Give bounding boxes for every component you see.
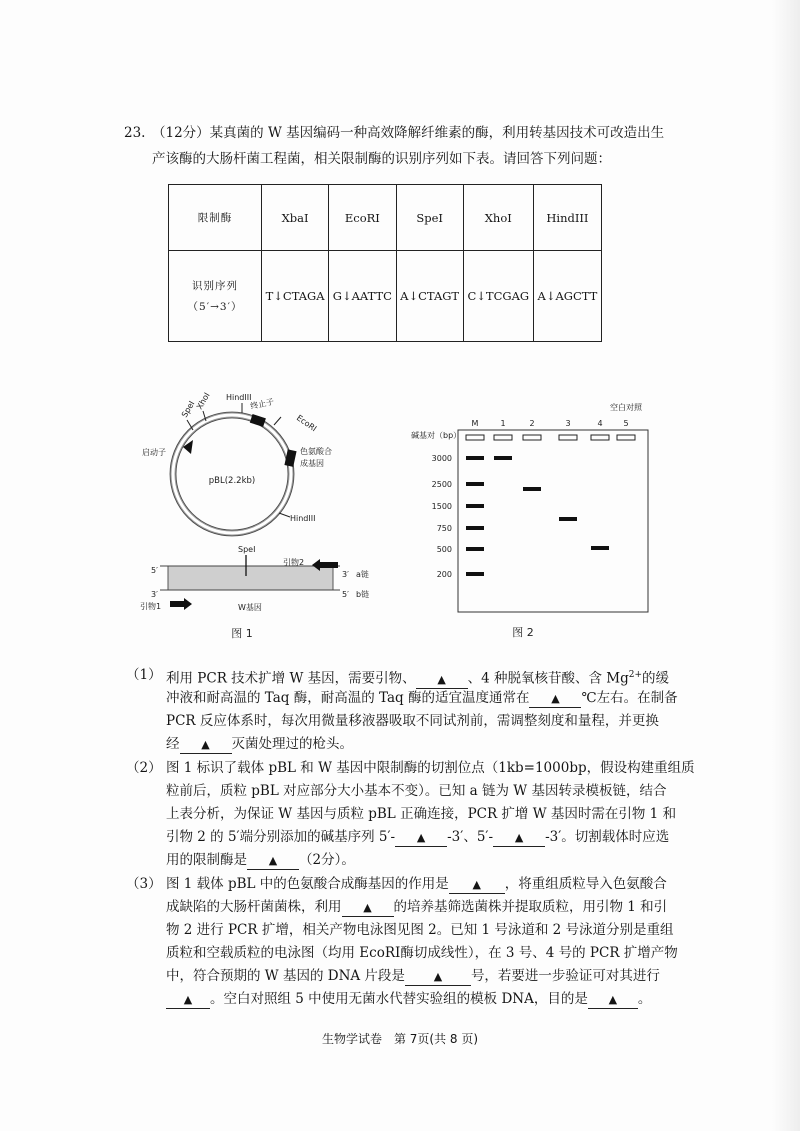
answer-blank-1-1[interactable] bbox=[416, 671, 468, 689]
sub2-line4-c: -3′。切割载体时应选 bbox=[545, 829, 670, 845]
figure1-plasmid bbox=[142, 391, 332, 536]
figure2-gel bbox=[411, 402, 648, 612]
gene-label-5-top: 5′ bbox=[151, 566, 158, 575]
gel-marker-size-label: 750 bbox=[436, 524, 452, 533]
triangle-icon: ▲ bbox=[433, 970, 443, 983]
sub2-line3: 上表分析，为保证 W 基因与质粒 pBL 正确连接，PCR 扩增 W 基因时需在引物 1 和 bbox=[166, 806, 677, 822]
gene-label-a-chain: a链 bbox=[356, 570, 369, 579]
gel-lane-label: 3 bbox=[565, 419, 571, 428]
sub2-line4-a: 引物 2 的 5′端分别添加的碱基序列 5′- bbox=[166, 829, 396, 845]
enzyme-name-xhoi: XhoI bbox=[463, 185, 533, 251]
label-hindiii-bottom: HindIII bbox=[290, 514, 316, 523]
gel-sample-band bbox=[559, 517, 577, 521]
page-footer bbox=[0, 1030, 800, 1047]
footer-subject: 生物学试卷 bbox=[321, 1032, 382, 1046]
sub3-line5 bbox=[166, 965, 660, 989]
sub2-number: （2） bbox=[126, 760, 162, 776]
sub1-line4-b: 灭菌处理过的枪头。 bbox=[231, 736, 353, 752]
plasmid-name: pBL(2.2kb) bbox=[208, 476, 256, 486]
label-spei: SpeI bbox=[179, 399, 197, 419]
gel-marker-band bbox=[466, 482, 484, 486]
gel-marker-band bbox=[466, 526, 484, 530]
label-hindiii-top: HindIII bbox=[226, 393, 252, 402]
sub1-number: （1） bbox=[126, 667, 162, 683]
enzyme-name-spei: SpeI bbox=[396, 185, 463, 251]
answer-blank-3-5[interactable] bbox=[588, 991, 638, 1009]
gene-label-primer1: 引物1 bbox=[140, 602, 162, 611]
sub3-line3: 物 2 进行 PCR 扩增，相关产物电泳图见图 2。已知 1 号泳道和 2 号泳道分别是重组 bbox=[166, 922, 674, 938]
triangle-icon: ▲ bbox=[201, 738, 210, 751]
sub1-line4 bbox=[166, 733, 353, 757]
gel-lane-label: 2 bbox=[529, 419, 535, 428]
gel-well bbox=[523, 435, 541, 440]
gel-marker-size-label: 1500 bbox=[431, 502, 452, 511]
sequence-header-direction: （5′→3′） bbox=[187, 301, 243, 313]
gel-sample-band bbox=[591, 546, 609, 550]
gel-marker-band bbox=[466, 547, 484, 551]
label-ecori: EcoRI bbox=[294, 413, 319, 434]
gel-well bbox=[466, 435, 484, 440]
sub3-line5-b: 号，若要进一步验证可对其进行 bbox=[470, 968, 660, 984]
gel-frame bbox=[458, 430, 648, 612]
footer-page: 第 7页(共 8 页) bbox=[393, 1032, 479, 1046]
sub1-line2 bbox=[166, 687, 678, 711]
sub3-line6-b: 。 bbox=[637, 991, 652, 1007]
sub1-line2-b: ℃左右。在制备 bbox=[581, 690, 678, 706]
label-promoter: 启动子 bbox=[142, 448, 166, 457]
sub2-line4-b: -3′、5′- bbox=[447, 829, 494, 845]
answer-blank-3-4[interactable] bbox=[166, 991, 210, 1009]
sequence-header-label: 识别序列 bbox=[192, 280, 238, 292]
gene-label-w: W基因 bbox=[238, 603, 262, 612]
gene-label-5-bottom: 5′ bbox=[342, 590, 349, 599]
gel-lane-label: 1 bbox=[500, 419, 506, 428]
triangle-icon: ▲ bbox=[472, 878, 482, 891]
triangle-icon: ▲ bbox=[437, 672, 446, 686]
gel-marker-band bbox=[466, 456, 484, 460]
question-stem-line1: （12分）某真菌的 W 基因编码一种高效降解纤维素的酶，利用转基因技术可改造出生 bbox=[152, 125, 665, 141]
sub2-line5-a: 用的限制酶是 bbox=[166, 852, 247, 868]
sub3-line1 bbox=[166, 873, 667, 897]
answer-blank-2-1[interactable] bbox=[395, 829, 447, 847]
question-number: 23. bbox=[124, 125, 146, 141]
triangle-icon: ▲ bbox=[183, 993, 193, 1006]
label-terminator: 终止子 bbox=[249, 397, 275, 411]
enzyme-name-ecori: EcoRI bbox=[329, 185, 396, 251]
sub2-line4 bbox=[166, 826, 669, 850]
gel-well bbox=[591, 435, 609, 440]
sub3-line2 bbox=[166, 896, 667, 920]
gel-marker-size-label: 3000 bbox=[431, 454, 452, 463]
sequence-xhoi: C↓TCGAG bbox=[463, 251, 533, 342]
hindiii-bottom-tick bbox=[279, 513, 290, 517]
sub3-number: （3） bbox=[126, 876, 162, 892]
primer1-arrow bbox=[170, 598, 192, 610]
answer-blank-3-1[interactable] bbox=[449, 876, 505, 894]
label-xhoi: XhoI bbox=[194, 391, 212, 411]
gel-well bbox=[494, 435, 512, 440]
gene-label-3-bottom: 3′ bbox=[151, 590, 158, 599]
gel-well bbox=[617, 435, 635, 440]
triangle-icon: ▲ bbox=[551, 692, 560, 705]
gene-label-spei: SpeI bbox=[238, 545, 256, 554]
question-stem-line2: 产该酶的大肠杆菌工程菌，相关限制酶的识别序列如下表。请回答下列问题： bbox=[152, 151, 611, 167]
answer-blank-3-2[interactable] bbox=[342, 899, 394, 917]
enzyme-name-xbai: XbaI bbox=[262, 185, 329, 251]
terminator-block bbox=[250, 414, 266, 427]
triangle-icon: ▲ bbox=[416, 831, 426, 844]
triangle-icon: ▲ bbox=[608, 993, 618, 1006]
gel-axis-label: 碱基对（bp） bbox=[411, 431, 462, 440]
sequence-hindiii: A↓AGCTT bbox=[533, 251, 601, 342]
table-header-enzyme: 限制酶 bbox=[169, 185, 262, 251]
sub3-line4: 质粒和空载质粒的电泳图（均用 EcoRI酶切成线性），在 3 号、4 号的 PCR 扩增产物 bbox=[166, 945, 678, 961]
gel-sample-band bbox=[523, 487, 541, 491]
w-gene-body bbox=[168, 566, 333, 590]
sequence-xbai: T↓CTAGA bbox=[262, 251, 329, 342]
sequence-ecori: G↓AATTC bbox=[329, 251, 396, 342]
enzyme-name-hindiii: HindIII bbox=[533, 185, 601, 251]
sub1-line1-b: 、4 种脱氧核苷酸、含 Mg bbox=[467, 670, 629, 687]
sub1-line1-a: 利用 PCR 技术扩增 W 基因，需要引物、 bbox=[166, 670, 416, 687]
gel-marker-band bbox=[466, 572, 484, 576]
ecori-tick bbox=[274, 417, 281, 425]
sub1-line4-a: 经 bbox=[166, 736, 180, 752]
gel-bands bbox=[466, 456, 609, 576]
triangle-icon: ▲ bbox=[268, 854, 278, 867]
sub2-line5 bbox=[166, 849, 355, 873]
plasmid-ring-inner bbox=[173, 415, 291, 533]
gel-marker-size-label: 2500 bbox=[431, 480, 452, 489]
answer-blank-2-3[interactable] bbox=[247, 852, 299, 870]
sub2-line5-b: （2分）。 bbox=[299, 852, 355, 868]
sub1-line2-a: 冲液和耐高温的 Taq 酶，耐高温的 Taq 酶的适宜温度通常在 bbox=[166, 690, 530, 706]
figure1-w-gene bbox=[140, 545, 369, 612]
sub2-line2: 粒前后，质粒 pBL 对应部分大小基本不变）。已知 a 链为 W 基因转录模板链，结合 bbox=[166, 783, 667, 799]
gel-lane-label: M bbox=[471, 419, 479, 428]
sub1-line1-c: 的缓 bbox=[642, 670, 670, 687]
gene-label-3-top: 3′ bbox=[342, 570, 349, 579]
sub3-line1-a: 图 1 载体 pBL 中的色氨酸合成酶基因的作用是 bbox=[166, 876, 449, 892]
plasmid-ring-edge-in bbox=[176, 418, 288, 530]
sub1-mg-charge: 2+ bbox=[628, 670, 643, 680]
sub1-line3: PCR 反应体系时，每次用微量移液器吸取不同试剂前，需调整刻度和量程，并更换 bbox=[166, 713, 659, 729]
label-trp-gene-1: 色氨酸合 bbox=[300, 447, 332, 456]
sequence-spei: A↓CTAGT bbox=[396, 251, 463, 342]
sub3-line5-a: 中，符合预期的 W 基因的 DNA 片段是 bbox=[166, 968, 405, 984]
sub3-line6-a: 。空白对照组 5 中使用无菌水代替实验组的模板 DNA，目的是 bbox=[210, 991, 588, 1007]
triangle-icon: ▲ bbox=[514, 831, 524, 844]
label-trp-gene-2: 成基因 bbox=[300, 459, 324, 468]
gel-blank-control-label: 空白对照 bbox=[610, 403, 642, 412]
gel-marker-labels bbox=[432, 454, 452, 579]
figure2-caption: 图 2 bbox=[512, 626, 534, 639]
answer-blank-2-2[interactable] bbox=[493, 829, 545, 847]
sub2-line1: 图 1 标识了载体 pBL 和 W 基因中限制酶的切割位点（1kb=1000bp，假设构建重组质 bbox=[166, 760, 695, 776]
answer-blank-3-3[interactable] bbox=[405, 968, 471, 986]
gel-sample-band bbox=[494, 456, 512, 460]
figure1-caption: 图 1 bbox=[231, 627, 253, 640]
gel-marker-size-label: 500 bbox=[436, 545, 452, 554]
sub3-line6 bbox=[166, 988, 651, 1012]
sub3-line2-a: 成缺陷的大肠杆菌菌株，利用 bbox=[166, 899, 342, 915]
gel-marker-band bbox=[466, 504, 484, 508]
gel-lane-label: 5 bbox=[623, 419, 629, 428]
sub3-line2-b: 的培养基筛选菌株并提取质粒，用引物 1 和引 bbox=[393, 899, 668, 915]
gel-marker-size-label: 200 bbox=[436, 570, 452, 579]
sub3-line1-b: ，将重组质粒导入色氨酸合 bbox=[504, 876, 667, 892]
gene-label-primer2: 引物2 bbox=[283, 558, 305, 567]
answer-blank-1-3[interactable] bbox=[180, 736, 232, 754]
triangle-icon: ▲ bbox=[363, 901, 372, 914]
gene-label-b-chain: b链 bbox=[356, 590, 370, 599]
answer-blank-1-2[interactable] bbox=[529, 690, 581, 708]
gel-well bbox=[559, 435, 577, 440]
gel-lane-label: 4 bbox=[597, 419, 603, 428]
